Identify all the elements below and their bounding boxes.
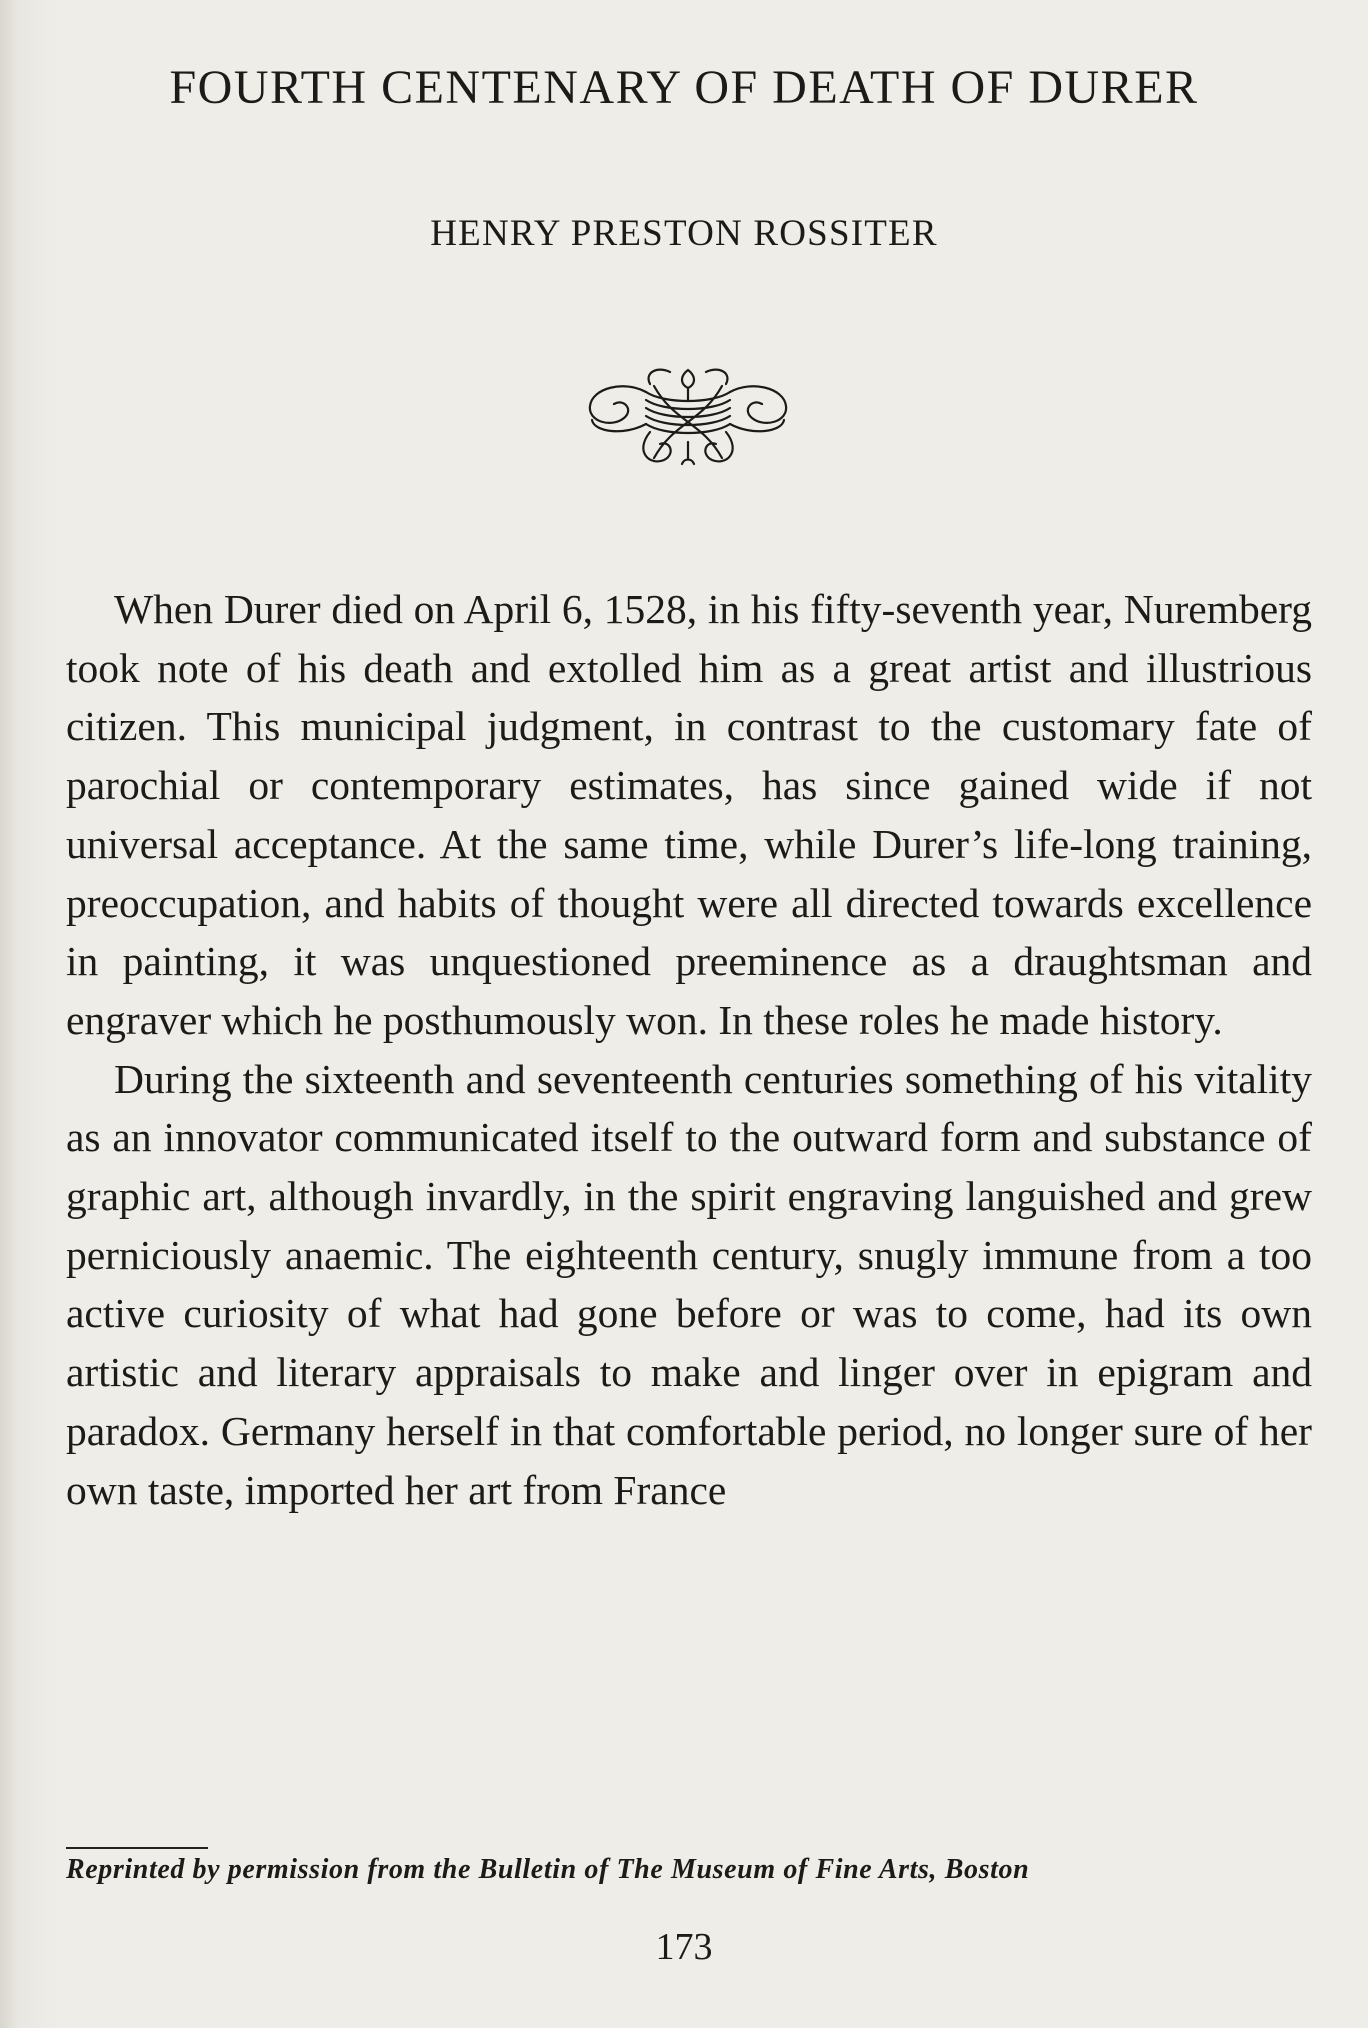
paragraph: During the sixteenth and seventeenth centuries something of his vitality as an innovator communicated itself to the outward form and substance of graphic art, although invardly, in the spirit engraving languished and grew perniciously anaemic. The eighteenth century, snugly immune from a too active curiosity of what had gone before or was to come, had its own artistic and literary appraisals to make and linger over in epigram and paradox. Germany herself in that comfortable period, no longer sure of her own taste, imported her art from France [66, 1055, 1312, 1513]
article-body [66, 580, 1312, 1519]
footnote-divider [66, 1847, 208, 1849]
paragraph: When Durer died on April 6, 1528, in his fifty-seventh year, Nuremberg took note of his death and extolled him as a great artist and illustrious citizen. This municipal judgment, in contrast to the customary fate of parochial or contemporary estimates, has since gained wide if not universal acceptance. At the same time, while Durer’s life-long training, preoccupation, and habits of thought were all directed towards excellence in painting, it was unquestioned preeminence as a draughtsman and engraver which he posthumously won. In these roles he made history. [66, 586, 1312, 1043]
flourish-ornament-icon [584, 362, 792, 472]
article-title: FOURTH CENTENARY OF DEATH OF DURER [169, 61, 1199, 114]
page-number: 173 [655, 1926, 713, 1968]
footnote: Reprinted by permission from the Bulletin of The Museum of Fine Arts, Boston [66, 1854, 1030, 1885]
article-author: HENRY PRESTON ROSSITER [430, 213, 938, 254]
